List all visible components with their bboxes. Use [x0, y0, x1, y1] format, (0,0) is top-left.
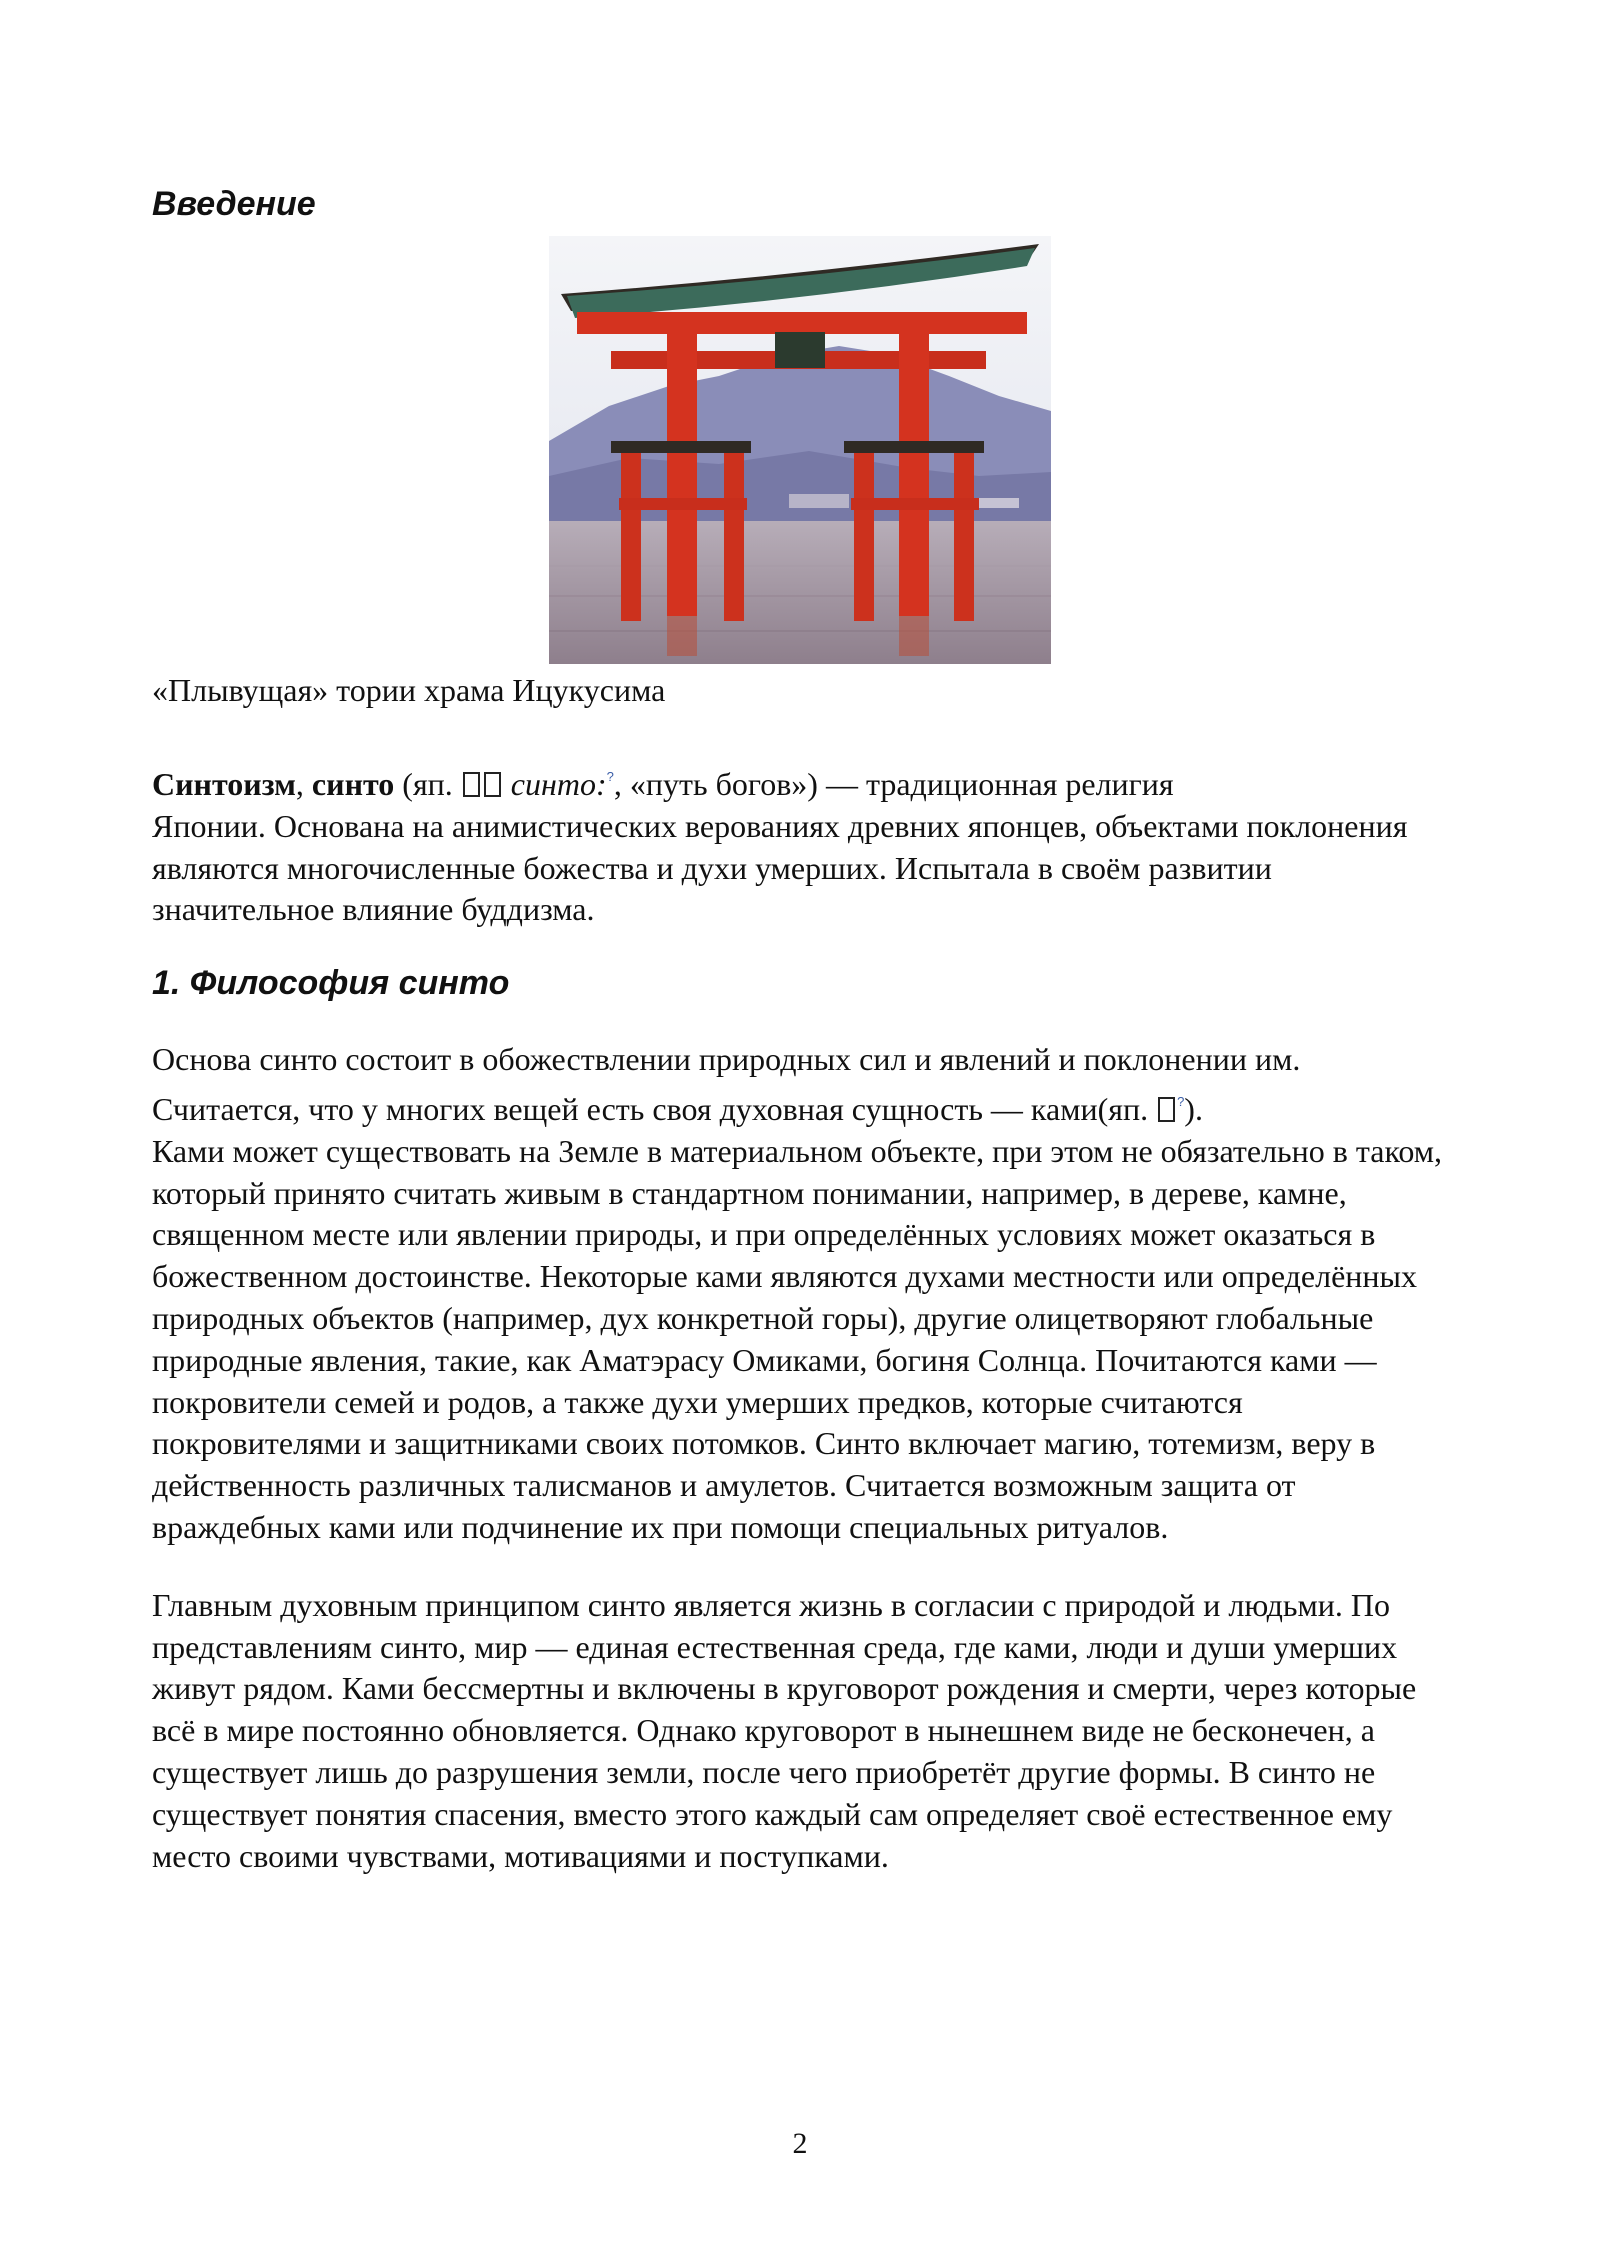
pronunciation-help-link[interactable]: ? [606, 769, 614, 784]
figure [152, 236, 1452, 664]
term-separator: , [295, 766, 312, 802]
cjk-glyph-icon [463, 772, 480, 797]
p1-line2-start: им. Считается, что у многих вещей есть своя духовная сущность — ками(яп. [152, 1041, 1301, 1127]
intro-rest: Японии. Основана на анимистических верованиях древних японцев, объектами поклонения являются многочисленные божества и духи умерших. Испытала в своём развитии значительное влияние буддизма. [152, 807, 1408, 928]
intro-line1-rest: , «путь богов») — традиционная религия [613, 766, 1174, 802]
torii-gate-photo [549, 236, 1051, 664]
p1-line2-end: ). [1184, 1090, 1203, 1127]
intro-paragraph [152, 756, 1452, 931]
term-shintoism: Синтоизм [152, 766, 296, 802]
intro-heading: Введение [152, 185, 316, 223]
philosophy-paragraph-2: Главным духовным принципом синто является жизнь в согласии с природой и людьми. По представлениям синто, мир — единая естественная среда, где ками, люди и души умерших живут рядом. Ками бессмертны и включены в круговорот рождения и смерти, через которые всё в мире постоянно обновляется. Однако круговорот в нынешнем виде не бесконечен, а существует лишь до разрушения земли, после чего приобретёт другие формы. В синто не существует понятия спасения, вместо этого каждый сам определяет своё естественное ему место своими чувствами, мотивациями и поступками. [152, 1586, 1417, 1874]
romaji-term: синто: [510, 766, 607, 802]
p1-line1: Основа синто состоит в обожествлении природных сил и явлений и поклонении [152, 1041, 1247, 1078]
philosophy-paragraph-1 [152, 1039, 1452, 1549]
document-page [152, 180, 1452, 1877]
p1-rest: Ками может существовать на Земле в материальном объекте, при этом не обязательно в таком, который принято считать живым в стандартном понимании, например, в дереве, камне, священном месте или явлении природы, и при определённых условиях может оказаться в божественном достоинстве. Некоторые ками являются духами местности или определённых природных объектов (например, дух конкретной горы), другие олицетворяют глобальные природные явления, такие, как Аматэрасу Омиками, богиня Солнца. Почитаются ками — покровители семей и родов, а также духи умерших предков, которые считаются покровителями и защитниками своих потомков. Синто включает магию, тотемизм, веру в действенность различных талисманов и амулетов. Считается возможным защита от враждебных ками или подчинение их при помощи специальных ритуалов. [152, 1132, 1442, 1545]
figure-caption: «Плывущая» тории храма Ицукусима [152, 672, 666, 708]
cjk-glyph-icon [484, 772, 501, 797]
page-number: 2 [792, 2127, 808, 2160]
term-shinto: синто [311, 766, 395, 802]
cjk-glyph-icon [1158, 1097, 1175, 1122]
lang-prefix: (яп. [394, 766, 461, 802]
pronunciation-help-link[interactable]: ? [1177, 1093, 1185, 1109]
philosophy-heading: 1. Философия синто [152, 964, 510, 1003]
